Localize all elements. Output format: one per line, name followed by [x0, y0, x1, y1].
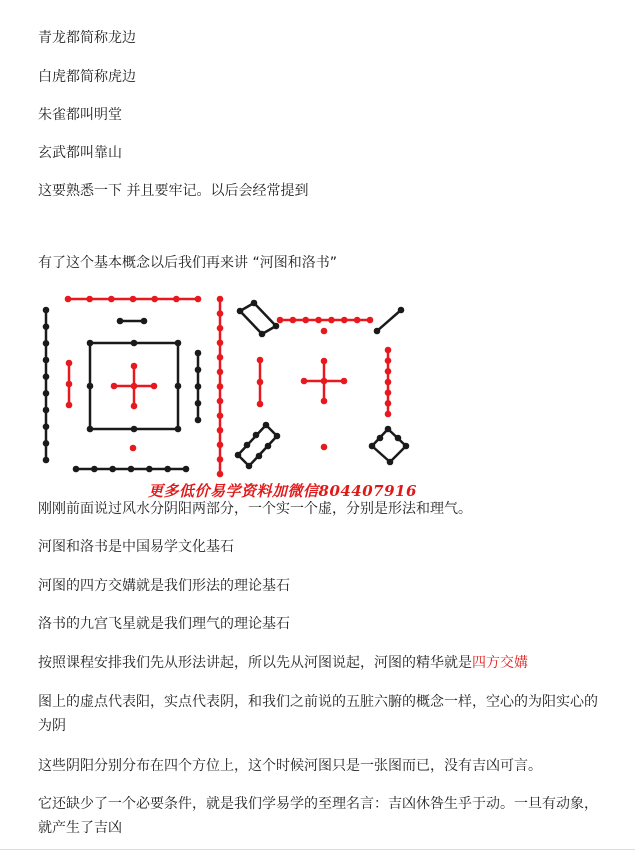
yang-dot — [131, 363, 138, 370]
text-line-14: 它还缺少了一个必要条件，就是我们学易学的至理名言：吉凶休咎生乎于动。一旦有动象，就产生了吉凶 — [38, 796, 598, 836]
yin-dot — [43, 340, 50, 347]
yang-dot — [385, 411, 392, 418]
yin-dot — [246, 463, 253, 470]
yin-dot — [265, 443, 272, 450]
yin-dot — [141, 318, 148, 325]
figure-connector — [377, 310, 401, 331]
yang-dot — [86, 296, 93, 303]
yang-dot — [321, 378, 328, 385]
figure-connector — [240, 311, 262, 334]
yang-dot — [65, 296, 72, 303]
yang-dot — [385, 357, 392, 364]
yang-dot — [277, 317, 284, 324]
figure-connector — [372, 446, 390, 462]
yang-dot — [302, 317, 309, 324]
yin-dot — [385, 426, 392, 433]
text-line-1: 青龙都简称龙边 — [38, 30, 136, 46]
yin-dot — [377, 435, 384, 442]
yang-dot — [290, 317, 297, 324]
yin-dot — [164, 466, 171, 473]
yang-dot — [151, 383, 158, 390]
yin-dot — [109, 466, 116, 473]
text-line-12: 图上的虚点代表阳，实点代表阴，和我们之前说的五脏六腑的概念一样，空心的为阳实心的为阴 — [38, 694, 598, 734]
yang-dot — [385, 368, 392, 375]
text-line-4: 玄武都叫靠山 — [38, 145, 122, 161]
yang-dot — [257, 357, 264, 364]
yin-dot — [195, 383, 202, 390]
yin-dot — [175, 426, 182, 433]
yin-dot — [43, 440, 50, 447]
yang-dot — [66, 360, 73, 367]
yin-dot — [43, 373, 50, 380]
bottom-divider — [0, 849, 635, 850]
text-line-10: 洛书的九宫飞星就是我们理气的理论基石 — [38, 616, 290, 632]
yin-dot — [195, 417, 202, 424]
text-line-3: 朱雀都叫明堂 — [38, 107, 122, 123]
yin-dot — [237, 308, 244, 315]
hetu-luoshu-figure — [28, 288, 418, 478]
text-line-11-main: 按照课程安排我们先从形法讲起，所以先从河图说起，河图的精华就是 — [38, 655, 472, 671]
yang-dot — [341, 317, 348, 324]
yin-dot — [273, 323, 280, 330]
text-line-8: 河图和洛书是中国易学文化基石 — [38, 539, 234, 555]
yang-dot — [130, 296, 137, 303]
yin-dot — [235, 452, 242, 459]
yang-dot — [108, 296, 115, 303]
figure-connector — [254, 303, 276, 326]
yang-dot — [195, 296, 202, 303]
yin-dot — [274, 433, 281, 440]
yin-dot — [195, 400, 202, 407]
yang-dot — [217, 442, 224, 449]
yang-dot — [321, 444, 328, 451]
yin-dot — [131, 340, 138, 347]
yin-dot — [43, 390, 50, 397]
yin-dot — [146, 466, 153, 473]
yin-dot — [195, 350, 202, 357]
yin-dot — [43, 407, 50, 414]
yang-dot — [354, 317, 361, 324]
yang-dot — [385, 400, 392, 407]
yin-dot — [91, 466, 98, 473]
yin-dot — [131, 426, 138, 433]
yang-dot — [151, 296, 158, 303]
yin-dot — [43, 307, 50, 314]
yin-dot — [87, 426, 94, 433]
yang-dot — [130, 445, 137, 452]
yang-dot — [131, 403, 138, 410]
yin-dot — [395, 435, 402, 442]
yin-dot — [251, 300, 258, 307]
yang-dot — [328, 317, 335, 324]
yang-dot — [217, 471, 224, 478]
yang-dot — [217, 383, 224, 390]
yin-dot — [43, 457, 50, 464]
yang-dot — [217, 325, 224, 332]
text-line-11 — [38, 654, 528, 672]
yin-dot — [253, 432, 260, 439]
yin-dot — [244, 442, 251, 449]
yang-dot — [321, 358, 328, 365]
yin-dot — [374, 328, 381, 335]
yang-dot — [257, 401, 264, 408]
yin-dot — [43, 357, 50, 364]
yin-dot — [128, 466, 135, 473]
text-line-7: 刚刚前面说过风水分阴阳两部分，一个实一个虚，分别是形法和理气。 — [38, 501, 472, 517]
text-line-5: 这要熟悉一下 并且要牢记。以后会经常提到 — [38, 183, 309, 199]
yang-dot — [385, 379, 392, 386]
yin-dot — [183, 466, 190, 473]
yang-dot — [385, 389, 392, 396]
yin-dot — [87, 340, 94, 347]
yang-dot — [217, 310, 224, 317]
text-line-9: 河图的四方交媾就是我们形法的理论基石 — [38, 578, 290, 594]
yang-dot — [217, 369, 224, 376]
yang-dot — [66, 402, 73, 409]
yang-dot — [217, 296, 224, 303]
highlight-sifang-jiaogou: 四方交媾 — [472, 655, 528, 671]
text-line-6: 有了这个基本概念以后我们再来讲 “河图和洛书” — [38, 255, 337, 271]
text-line-2: 白虎都简称虎边 — [38, 69, 136, 85]
yang-dot — [217, 354, 224, 361]
yang-dot — [217, 456, 224, 463]
yin-dot — [195, 366, 202, 373]
figure-connector — [390, 446, 406, 462]
yang-dot — [111, 383, 118, 390]
yin-dot — [43, 323, 50, 330]
yang-dot — [321, 328, 328, 335]
yin-dot — [259, 331, 266, 338]
yang-dot — [217, 398, 224, 405]
yang-dot — [217, 427, 224, 434]
yin-dot — [175, 340, 182, 347]
yin-dot — [117, 318, 124, 325]
yin-dot — [73, 466, 80, 473]
yang-dot — [173, 296, 180, 303]
yang-dot — [341, 378, 348, 385]
yin-dot — [263, 422, 270, 429]
yin-dot — [256, 453, 263, 460]
yang-dot — [131, 383, 138, 390]
yang-dot — [257, 379, 264, 386]
yin-dot — [43, 423, 50, 430]
yin-dot — [403, 443, 410, 450]
yin-dot — [175, 383, 182, 390]
yin-dot — [369, 443, 376, 450]
yang-dot — [321, 398, 328, 405]
yang-dot — [217, 339, 224, 346]
watermark-text: 更多低价易学资料加微信804407916 — [148, 482, 417, 500]
yin-dot — [387, 459, 394, 466]
yang-dot — [301, 378, 308, 385]
yin-dot — [87, 383, 94, 390]
yang-dot — [315, 317, 322, 324]
yang-dot — [66, 381, 73, 388]
text-line-13: 这些阴阳分别分布在四个方位上，这个时候河图只是一张图而已，没有吉凶可言。 — [38, 758, 542, 774]
yin-dot — [398, 307, 405, 314]
yang-dot — [385, 347, 392, 354]
yang-dot — [367, 317, 374, 324]
yang-dot — [217, 412, 224, 419]
